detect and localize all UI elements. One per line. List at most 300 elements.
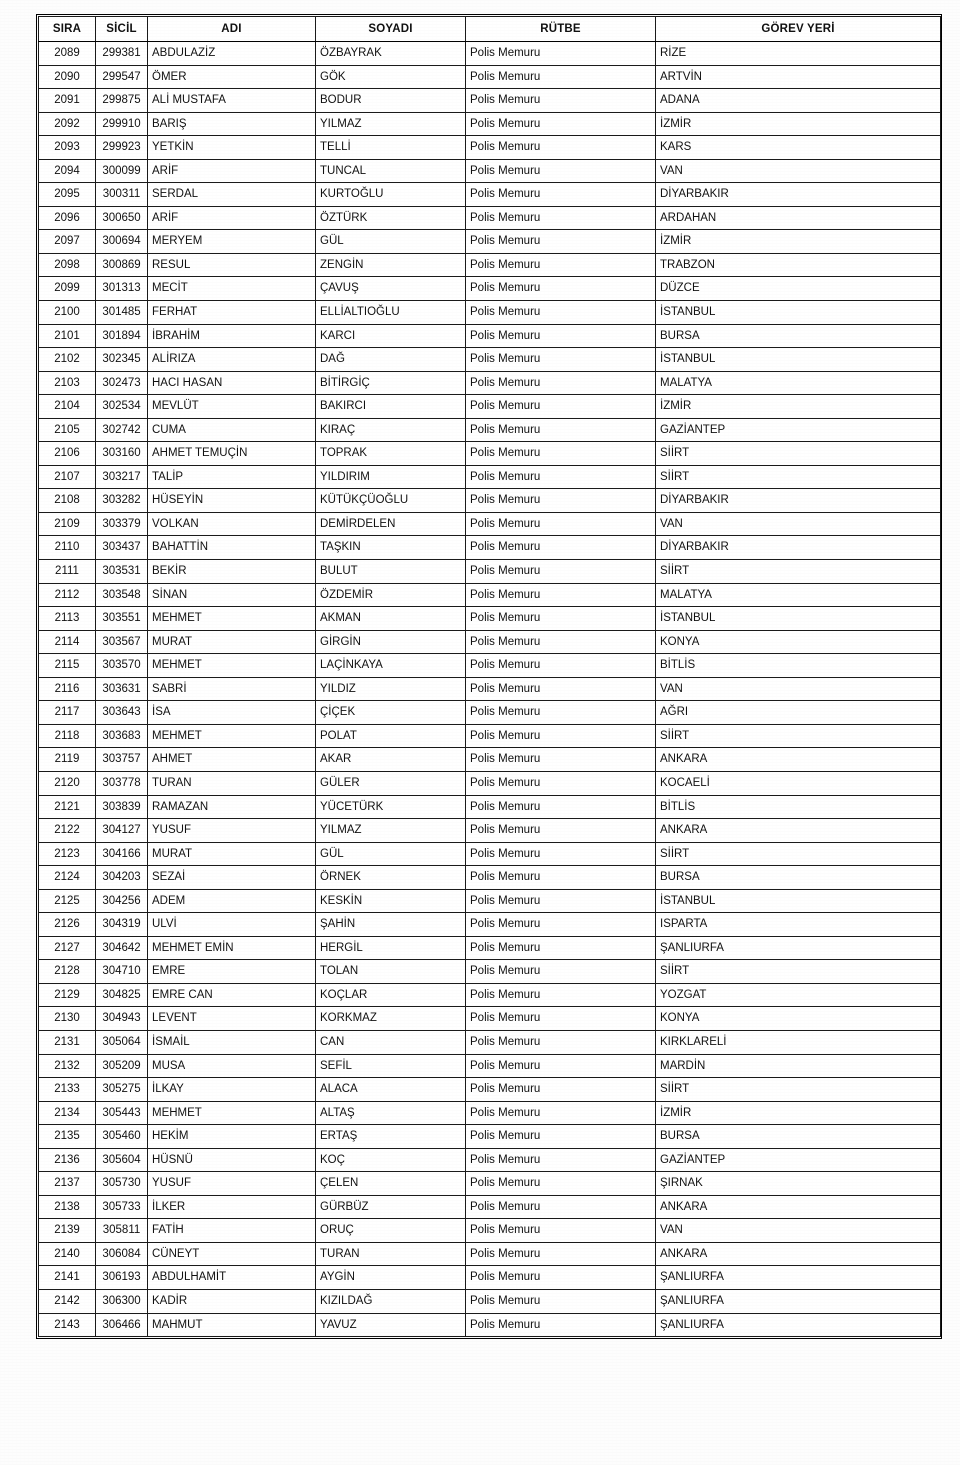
table-row	[39, 748, 941, 772]
cell-soyadi: KARCI	[316, 324, 466, 348]
cell-sira: 2106	[39, 442, 96, 466]
table-row	[39, 936, 941, 960]
cell-adi: TALİP	[148, 465, 316, 489]
cell-adi: HÜSEYİN	[148, 489, 316, 513]
cell-gorev-yeri: MALATYA	[656, 583, 941, 607]
cell-rutbe: Polis Memuru	[466, 724, 656, 748]
cell-soyadi: KOÇLAR	[316, 983, 466, 1007]
cell-sira: 2134	[39, 1101, 96, 1125]
cell-adi: SABRİ	[148, 677, 316, 701]
cell-gorev-yeri: İZMİR	[656, 395, 941, 419]
cell-soyadi: DEMİRDELEN	[316, 512, 466, 536]
cell-adi: LEVENT	[148, 1007, 316, 1031]
cell-adi: FATİH	[148, 1219, 316, 1243]
cell-sicil: 301485	[96, 301, 148, 325]
cell-gorev-yeri: DÜZCE	[656, 277, 941, 301]
cell-rutbe: Polis Memuru	[466, 795, 656, 819]
cell-sira: 2109	[39, 512, 96, 536]
cell-sira: 2140	[39, 1242, 96, 1266]
table-row	[39, 230, 941, 254]
cell-soyadi: KÜTÜKÇÜOĞLU	[316, 489, 466, 513]
cell-sicil: 300869	[96, 253, 148, 277]
cell-soyadi: ŞAHİN	[316, 913, 466, 937]
cell-sira: 2090	[39, 65, 96, 89]
cell-gorev-yeri: ANKARA	[656, 819, 941, 843]
cell-adi: EMRE CAN	[148, 983, 316, 1007]
table-row	[39, 1172, 941, 1196]
roster-table-container	[38, 16, 940, 1337]
table-row	[39, 1313, 941, 1337]
cell-sira: 2142	[39, 1289, 96, 1313]
cell-gorev-yeri: DİYARBAKIR	[656, 489, 941, 513]
column-header-gorev-yeri: GÖREV YERİ	[656, 17, 941, 42]
cell-sicil: 303631	[96, 677, 148, 701]
table-row	[39, 654, 941, 678]
table-row	[39, 1101, 941, 1125]
cell-sicil: 300650	[96, 206, 148, 230]
cell-rutbe: Polis Memuru	[466, 913, 656, 937]
cell-sicil: 303217	[96, 465, 148, 489]
cell-gorev-yeri: KARS	[656, 136, 941, 160]
cell-gorev-yeri: BİTLİS	[656, 654, 941, 678]
cell-soyadi: ÖZDEMİR	[316, 583, 466, 607]
table-row	[39, 89, 941, 113]
cell-sicil: 303757	[96, 748, 148, 772]
cell-soyadi: ÖRNEK	[316, 866, 466, 890]
cell-soyadi: GÜRBÜZ	[316, 1195, 466, 1219]
table-row	[39, 1242, 941, 1266]
cell-soyadi: KESKİN	[316, 889, 466, 913]
cell-sira: 2107	[39, 465, 96, 489]
cell-rutbe: Polis Memuru	[466, 512, 656, 536]
cell-adi: VOLKAN	[148, 512, 316, 536]
cell-adi: YUSUF	[148, 1172, 316, 1196]
cell-adi: MEHMET	[148, 1101, 316, 1125]
cell-soyadi: BAKIRCI	[316, 395, 466, 419]
cell-sicil: 305811	[96, 1219, 148, 1243]
cell-rutbe: Polis Memuru	[466, 1054, 656, 1078]
cell-rutbe: Polis Memuru	[466, 1266, 656, 1290]
cell-adi: MEHMET EMİN	[148, 936, 316, 960]
table-row	[39, 889, 941, 913]
cell-gorev-yeri: GAZİANTEP	[656, 1148, 941, 1172]
table-row	[39, 1266, 941, 1290]
cell-gorev-yeri: İSTANBUL	[656, 348, 941, 372]
cell-adi: BEKİR	[148, 560, 316, 584]
table-row	[39, 371, 941, 395]
cell-sira: 2132	[39, 1054, 96, 1078]
table-row	[39, 206, 941, 230]
table-row	[39, 960, 941, 984]
cell-adi: RAMAZAN	[148, 795, 316, 819]
table-row	[39, 701, 941, 725]
cell-sira: 2139	[39, 1219, 96, 1243]
cell-sicil: 303839	[96, 795, 148, 819]
cell-sicil: 304642	[96, 936, 148, 960]
table-body	[39, 42, 941, 1337]
column-header-sira: SIRA	[39, 17, 96, 42]
cell-sira: 2119	[39, 748, 96, 772]
cell-gorev-yeri: YOZGAT	[656, 983, 941, 1007]
cell-rutbe: Polis Memuru	[466, 1242, 656, 1266]
cell-sira: 2099	[39, 277, 96, 301]
cell-rutbe: Polis Memuru	[466, 1148, 656, 1172]
cell-sira: 2118	[39, 724, 96, 748]
cell-sicil: 301894	[96, 324, 148, 348]
cell-sicil: 303551	[96, 607, 148, 631]
cell-rutbe: Polis Memuru	[466, 489, 656, 513]
cell-gorev-yeri: ARTVİN	[656, 65, 941, 89]
cell-adi: MERYEM	[148, 230, 316, 254]
cell-soyadi: YILDIRIM	[316, 465, 466, 489]
table-row	[39, 42, 941, 66]
cell-sira: 2116	[39, 677, 96, 701]
table-row	[39, 913, 941, 937]
cell-sicil: 305730	[96, 1172, 148, 1196]
cell-soyadi: YILMAZ	[316, 112, 466, 136]
cell-sira: 2094	[39, 159, 96, 183]
cell-soyadi: TOLAN	[316, 960, 466, 984]
table-row	[39, 1054, 941, 1078]
table-row	[39, 724, 941, 748]
cell-gorev-yeri: VAN	[656, 1219, 941, 1243]
cell-sicil: 299547	[96, 65, 148, 89]
cell-soyadi: TUNCAL	[316, 159, 466, 183]
cell-adi: MEHMET	[148, 724, 316, 748]
cell-sira: 2136	[39, 1148, 96, 1172]
cell-gorev-yeri: ADANA	[656, 89, 941, 113]
cell-sicil: 299875	[96, 89, 148, 113]
cell-rutbe: Polis Memuru	[466, 230, 656, 254]
cell-gorev-yeri: DİYARBAKIR	[656, 536, 941, 560]
cell-adi: ALİRIZA	[148, 348, 316, 372]
cell-adi: SİNAN	[148, 583, 316, 607]
cell-sicil: 304203	[96, 866, 148, 890]
cell-soyadi: GİRGİN	[316, 630, 466, 654]
cell-sira: 2101	[39, 324, 96, 348]
cell-adi: ABDULAZİZ	[148, 42, 316, 66]
cell-sicil: 305733	[96, 1195, 148, 1219]
table-header-row	[39, 17, 941, 42]
cell-adi: ÖMER	[148, 65, 316, 89]
cell-rutbe: Polis Memuru	[466, 253, 656, 277]
cell-sicil: 305275	[96, 1078, 148, 1102]
cell-soyadi: GÜLER	[316, 771, 466, 795]
cell-gorev-yeri: ŞANLIURFA	[656, 1266, 941, 1290]
cell-sicil: 305604	[96, 1148, 148, 1172]
table-row	[39, 983, 941, 1007]
table-row	[39, 395, 941, 419]
cell-soyadi: GÖK	[316, 65, 466, 89]
cell-sicil: 303643	[96, 701, 148, 725]
cell-soyadi: ELLİALTIOĞLU	[316, 301, 466, 325]
cell-sira: 2135	[39, 1125, 96, 1149]
cell-sicil: 303683	[96, 724, 148, 748]
cell-sicil: 303548	[96, 583, 148, 607]
cell-soyadi: ALTAŞ	[316, 1101, 466, 1125]
cell-rutbe: Polis Memuru	[466, 960, 656, 984]
cell-gorev-yeri: ANKARA	[656, 1242, 941, 1266]
cell-sicil: 303531	[96, 560, 148, 584]
cell-rutbe: Polis Memuru	[466, 418, 656, 442]
cell-sira: 2095	[39, 183, 96, 207]
cell-adi: ABDULHAMİT	[148, 1266, 316, 1290]
cell-sira: 2123	[39, 842, 96, 866]
table-row	[39, 630, 941, 654]
cell-sira: 2102	[39, 348, 96, 372]
cell-adi: İLKER	[148, 1195, 316, 1219]
cell-gorev-yeri: ISPARTA	[656, 913, 941, 937]
cell-gorev-yeri: VAN	[656, 159, 941, 183]
cell-gorev-yeri: İZMİR	[656, 1101, 941, 1125]
table-row	[39, 1219, 941, 1243]
cell-sicil: 303379	[96, 512, 148, 536]
cell-sira: 2125	[39, 889, 96, 913]
cell-gorev-yeri: VAN	[656, 512, 941, 536]
cell-gorev-yeri: İSTANBUL	[656, 607, 941, 631]
table-row	[39, 418, 941, 442]
cell-rutbe: Polis Memuru	[466, 560, 656, 584]
cell-rutbe: Polis Memuru	[466, 348, 656, 372]
cell-soyadi: KORKMAZ	[316, 1007, 466, 1031]
table-row	[39, 842, 941, 866]
cell-rutbe: Polis Memuru	[466, 465, 656, 489]
table-row	[39, 112, 941, 136]
cell-soyadi: KIRAÇ	[316, 418, 466, 442]
cell-adi: HACI HASAN	[148, 371, 316, 395]
cell-rutbe: Polis Memuru	[466, 206, 656, 230]
cell-rutbe: Polis Memuru	[466, 866, 656, 890]
cell-adi: HÜSNÜ	[148, 1148, 316, 1172]
cell-soyadi: DAĞ	[316, 348, 466, 372]
cell-sira: 2105	[39, 418, 96, 442]
cell-rutbe: Polis Memuru	[466, 630, 656, 654]
cell-soyadi: SEFİL	[316, 1054, 466, 1078]
cell-sicil: 300099	[96, 159, 148, 183]
cell-soyadi: ÇAVUŞ	[316, 277, 466, 301]
cell-rutbe: Polis Memuru	[466, 1007, 656, 1031]
cell-adi: İLKAY	[148, 1078, 316, 1102]
cell-adi: EMRE	[148, 960, 316, 984]
cell-soyadi: TURAN	[316, 1242, 466, 1266]
cell-sira: 2143	[39, 1313, 96, 1337]
cell-gorev-yeri: ANKARA	[656, 748, 941, 772]
cell-sicil: 304710	[96, 960, 148, 984]
cell-gorev-yeri: TRABZON	[656, 253, 941, 277]
cell-adi: ARİF	[148, 206, 316, 230]
cell-soyadi: TOPRAK	[316, 442, 466, 466]
table-row	[39, 442, 941, 466]
cell-adi: KADİR	[148, 1289, 316, 1313]
cell-soyadi: ORUÇ	[316, 1219, 466, 1243]
cell-sicil: 302473	[96, 371, 148, 395]
cell-rutbe: Polis Memuru	[466, 536, 656, 560]
cell-sicil: 300694	[96, 230, 148, 254]
cell-soyadi: ÖZTÜRK	[316, 206, 466, 230]
cell-soyadi: KOÇ	[316, 1148, 466, 1172]
cell-adi: HEKİM	[148, 1125, 316, 1149]
cell-rutbe: Polis Memuru	[466, 1078, 656, 1102]
cell-sira: 2104	[39, 395, 96, 419]
cell-rutbe: Polis Memuru	[466, 983, 656, 1007]
table-row	[39, 1148, 941, 1172]
cell-rutbe: Polis Memuru	[466, 324, 656, 348]
cell-sira: 2103	[39, 371, 96, 395]
cell-gorev-yeri: KIRKLARELİ	[656, 1030, 941, 1054]
cell-rutbe: Polis Memuru	[466, 701, 656, 725]
cell-adi: MEHMET	[148, 654, 316, 678]
cell-sira: 2091	[39, 89, 96, 113]
cell-adi: MEVLÜT	[148, 395, 316, 419]
cell-adi: BARIŞ	[148, 112, 316, 136]
cell-rutbe: Polis Memuru	[466, 842, 656, 866]
cell-sicil: 305209	[96, 1054, 148, 1078]
cell-rutbe: Polis Memuru	[466, 183, 656, 207]
cell-soyadi: HERGİL	[316, 936, 466, 960]
cell-rutbe: Polis Memuru	[466, 159, 656, 183]
cell-soyadi: ÇİÇEK	[316, 701, 466, 725]
cell-adi: MURAT	[148, 630, 316, 654]
cell-soyadi: BODUR	[316, 89, 466, 113]
cell-gorev-yeri: İZMİR	[656, 112, 941, 136]
cell-adi: ADEM	[148, 889, 316, 913]
cell-soyadi: TAŞKIN	[316, 536, 466, 560]
table-row	[39, 65, 941, 89]
cell-gorev-yeri: KONYA	[656, 630, 941, 654]
cell-gorev-yeri: ŞIRNAK	[656, 1172, 941, 1196]
cell-gorev-yeri: İSTANBUL	[656, 301, 941, 325]
table-row	[39, 795, 941, 819]
table-row	[39, 819, 941, 843]
cell-soyadi: YILMAZ	[316, 819, 466, 843]
cell-rutbe: Polis Memuru	[466, 42, 656, 66]
cell-sicil: 303570	[96, 654, 148, 678]
cell-sira: 2089	[39, 42, 96, 66]
cell-soyadi: ALACA	[316, 1078, 466, 1102]
cell-gorev-yeri: ARDAHAN	[656, 206, 941, 230]
cell-sira: 2124	[39, 866, 96, 890]
cell-sicil: 303567	[96, 630, 148, 654]
cell-sicil: 303282	[96, 489, 148, 513]
cell-soyadi: ZENGİN	[316, 253, 466, 277]
cell-sicil: 299910	[96, 112, 148, 136]
cell-adi: MEHMET	[148, 607, 316, 631]
cell-adi: ALİ MUSTAFA	[148, 89, 316, 113]
cell-rutbe: Polis Memuru	[466, 277, 656, 301]
table-row	[39, 324, 941, 348]
table-row	[39, 136, 941, 160]
cell-sicil: 303778	[96, 771, 148, 795]
cell-soyadi: YÜCETÜRK	[316, 795, 466, 819]
cell-soyadi: AKAR	[316, 748, 466, 772]
cell-adi: İSA	[148, 701, 316, 725]
cell-gorev-yeri: ANKARA	[656, 1195, 941, 1219]
cell-sira: 2120	[39, 771, 96, 795]
cell-adi: ULVİ	[148, 913, 316, 937]
cell-adi: MECİT	[148, 277, 316, 301]
cell-gorev-yeri: BURSA	[656, 324, 941, 348]
table-row	[39, 512, 941, 536]
cell-sira: 2128	[39, 960, 96, 984]
table-row	[39, 1195, 941, 1219]
cell-sira: 2098	[39, 253, 96, 277]
cell-gorev-yeri: RİZE	[656, 42, 941, 66]
cell-gorev-yeri: BURSA	[656, 1125, 941, 1149]
cell-sira: 2130	[39, 1007, 96, 1031]
table-row	[39, 159, 941, 183]
cell-sicil: 302345	[96, 348, 148, 372]
cell-adi: FERHAT	[148, 301, 316, 325]
cell-sira: 2097	[39, 230, 96, 254]
cell-gorev-yeri: SİİRT	[656, 560, 941, 584]
cell-sicil: 303437	[96, 536, 148, 560]
table-row	[39, 866, 941, 890]
cell-adi: SERDAL	[148, 183, 316, 207]
column-header-rutbe: RÜTBE	[466, 17, 656, 42]
cell-rutbe: Polis Memuru	[466, 654, 656, 678]
cell-gorev-yeri: SİİRT	[656, 1078, 941, 1102]
cell-gorev-yeri: ŞANLIURFA	[656, 1313, 941, 1337]
cell-gorev-yeri: İSTANBUL	[656, 889, 941, 913]
cell-sira: 2141	[39, 1266, 96, 1290]
cell-sicil: 301313	[96, 277, 148, 301]
cell-sira: 2137	[39, 1172, 96, 1196]
cell-sicil: 299923	[96, 136, 148, 160]
cell-soyadi: BİTİRGİÇ	[316, 371, 466, 395]
cell-rutbe: Polis Memuru	[466, 583, 656, 607]
table-row	[39, 348, 941, 372]
cell-soyadi: GÜL	[316, 230, 466, 254]
cell-rutbe: Polis Memuru	[466, 819, 656, 843]
cell-adi: AHMET TEMUÇİN	[148, 442, 316, 466]
cell-sicil: 302742	[96, 418, 148, 442]
cell-rutbe: Polis Memuru	[466, 1030, 656, 1054]
cell-sicil: 304825	[96, 983, 148, 1007]
cell-gorev-yeri: KOCAELİ	[656, 771, 941, 795]
cell-sira: 2121	[39, 795, 96, 819]
cell-rutbe: Polis Memuru	[466, 677, 656, 701]
column-header-soyadi: SOYADI	[316, 17, 466, 42]
table-row	[39, 771, 941, 795]
cell-soyadi: AYGİN	[316, 1266, 466, 1290]
cell-soyadi: GÜL	[316, 842, 466, 866]
cell-gorev-yeri: VAN	[656, 677, 941, 701]
cell-sira: 2100	[39, 301, 96, 325]
column-header-sicil: SİCİL	[96, 17, 148, 42]
cell-adi: YUSUF	[148, 819, 316, 843]
cell-sicil: 305064	[96, 1030, 148, 1054]
column-header-adi: ADI	[148, 17, 316, 42]
cell-sira: 2108	[39, 489, 96, 513]
cell-adi: RESUL	[148, 253, 316, 277]
cell-sicil: 305460	[96, 1125, 148, 1149]
cell-gorev-yeri: AĞRI	[656, 701, 941, 725]
cell-rutbe: Polis Memuru	[466, 1289, 656, 1313]
cell-soyadi: LAÇİNKAYA	[316, 654, 466, 678]
cell-soyadi: TELLİ	[316, 136, 466, 160]
cell-sira: 2114	[39, 630, 96, 654]
table-row	[39, 1078, 941, 1102]
cell-sicil: 305443	[96, 1101, 148, 1125]
cell-sira: 2092	[39, 112, 96, 136]
cell-gorev-yeri: SİİRT	[656, 960, 941, 984]
cell-rutbe: Polis Memuru	[466, 112, 656, 136]
cell-sira: 2122	[39, 819, 96, 843]
cell-sira: 2133	[39, 1078, 96, 1102]
table-row	[39, 183, 941, 207]
cell-adi: ARİF	[148, 159, 316, 183]
cell-rutbe: Polis Memuru	[466, 771, 656, 795]
